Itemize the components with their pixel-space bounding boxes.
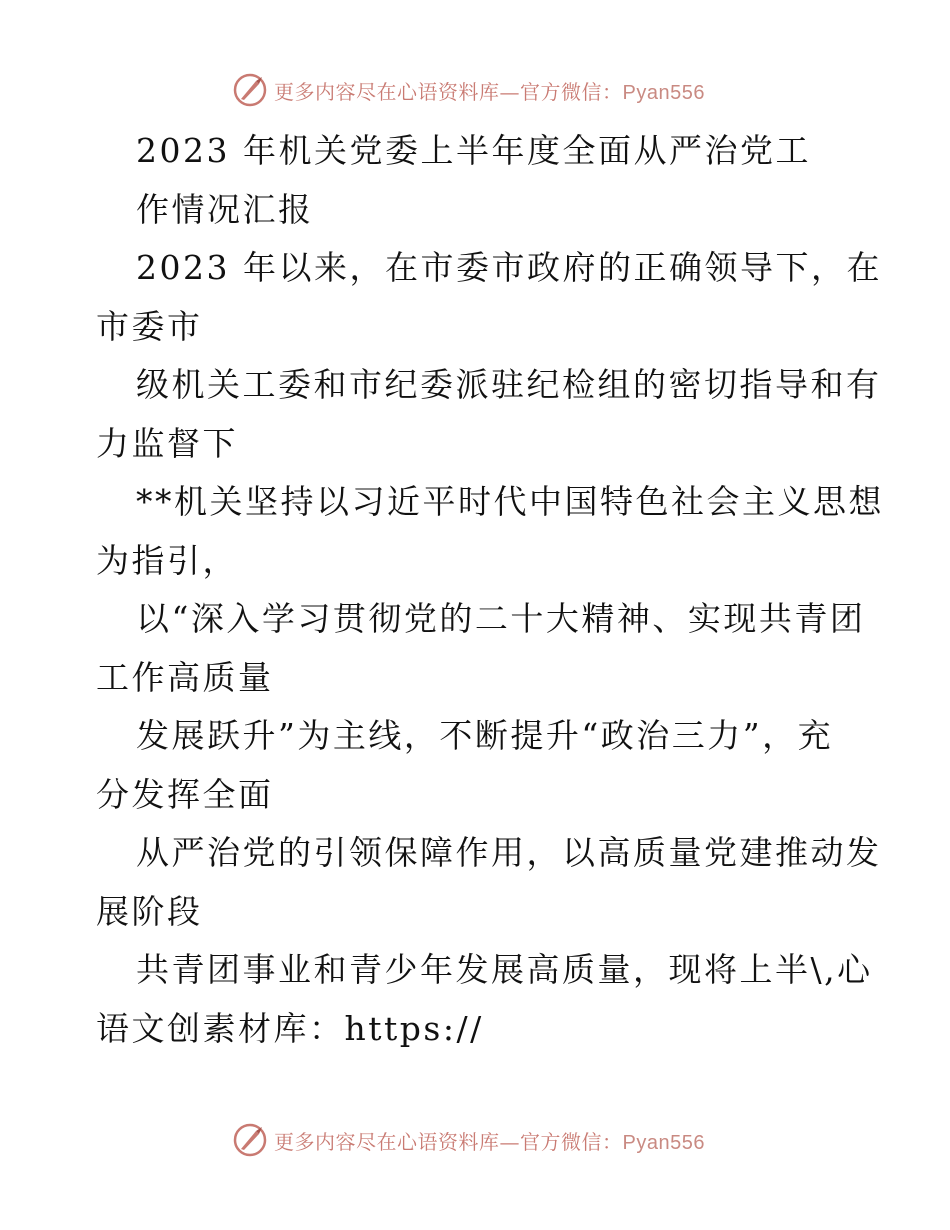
quill-pen-logo-icon: [232, 1122, 268, 1158]
text-line: 市委市: [96, 306, 203, 346]
text-line: **机关坚持以习近平时代中国特色社会主义思想: [136, 482, 884, 521]
watermark-account: Pyan556: [622, 1131, 705, 1154]
text-line: 分发挥全面: [96, 774, 274, 814]
text-line: 语文创素材库：https://: [96, 1008, 484, 1048]
text-line: 工作高质量: [96, 657, 274, 697]
text-line: 发展跃升”为主线，不断提升“政治三力”，充: [136, 716, 834, 755]
text-line: 以“深入学习贯彻党的二十大精神、实现共青团: [136, 599, 866, 638]
text-line: 共青团事业和青少年发展高质量，现将上半\,心: [136, 950, 873, 989]
watermark-banner-top: [232, 70, 705, 110]
document-body: [96, 122, 884, 1058]
watermark-banner-bottom: [232, 1120, 705, 1160]
title-line-1: 2023 年机关党委上半年度全面从严治党工: [136, 131, 811, 170]
text-line: 力监督下: [96, 423, 238, 463]
text-line: 为指引，: [96, 540, 238, 580]
text-line: 展阶段: [96, 891, 203, 931]
text-line: 从严治党的引领保障作用，以高质量党建推动发: [136, 833, 882, 872]
text-line: 2023 年以来，在市委市政府的正确领导下，在: [136, 248, 882, 287]
watermark-text: 更多内容尽在心语资料库—官方微信：Pyan556: [274, 1129, 705, 1154]
watermark-text: 更多内容尽在心语资料库—官方微信：Pyan556: [274, 79, 705, 104]
title-line-2: 作情况汇报: [136, 189, 314, 229]
text-line: 级机关工委和市纪委派驻纪检组的密切指导和有: [136, 365, 882, 404]
quill-pen-logo-icon: [232, 72, 268, 108]
watermark-account: Pyan556: [622, 81, 705, 104]
